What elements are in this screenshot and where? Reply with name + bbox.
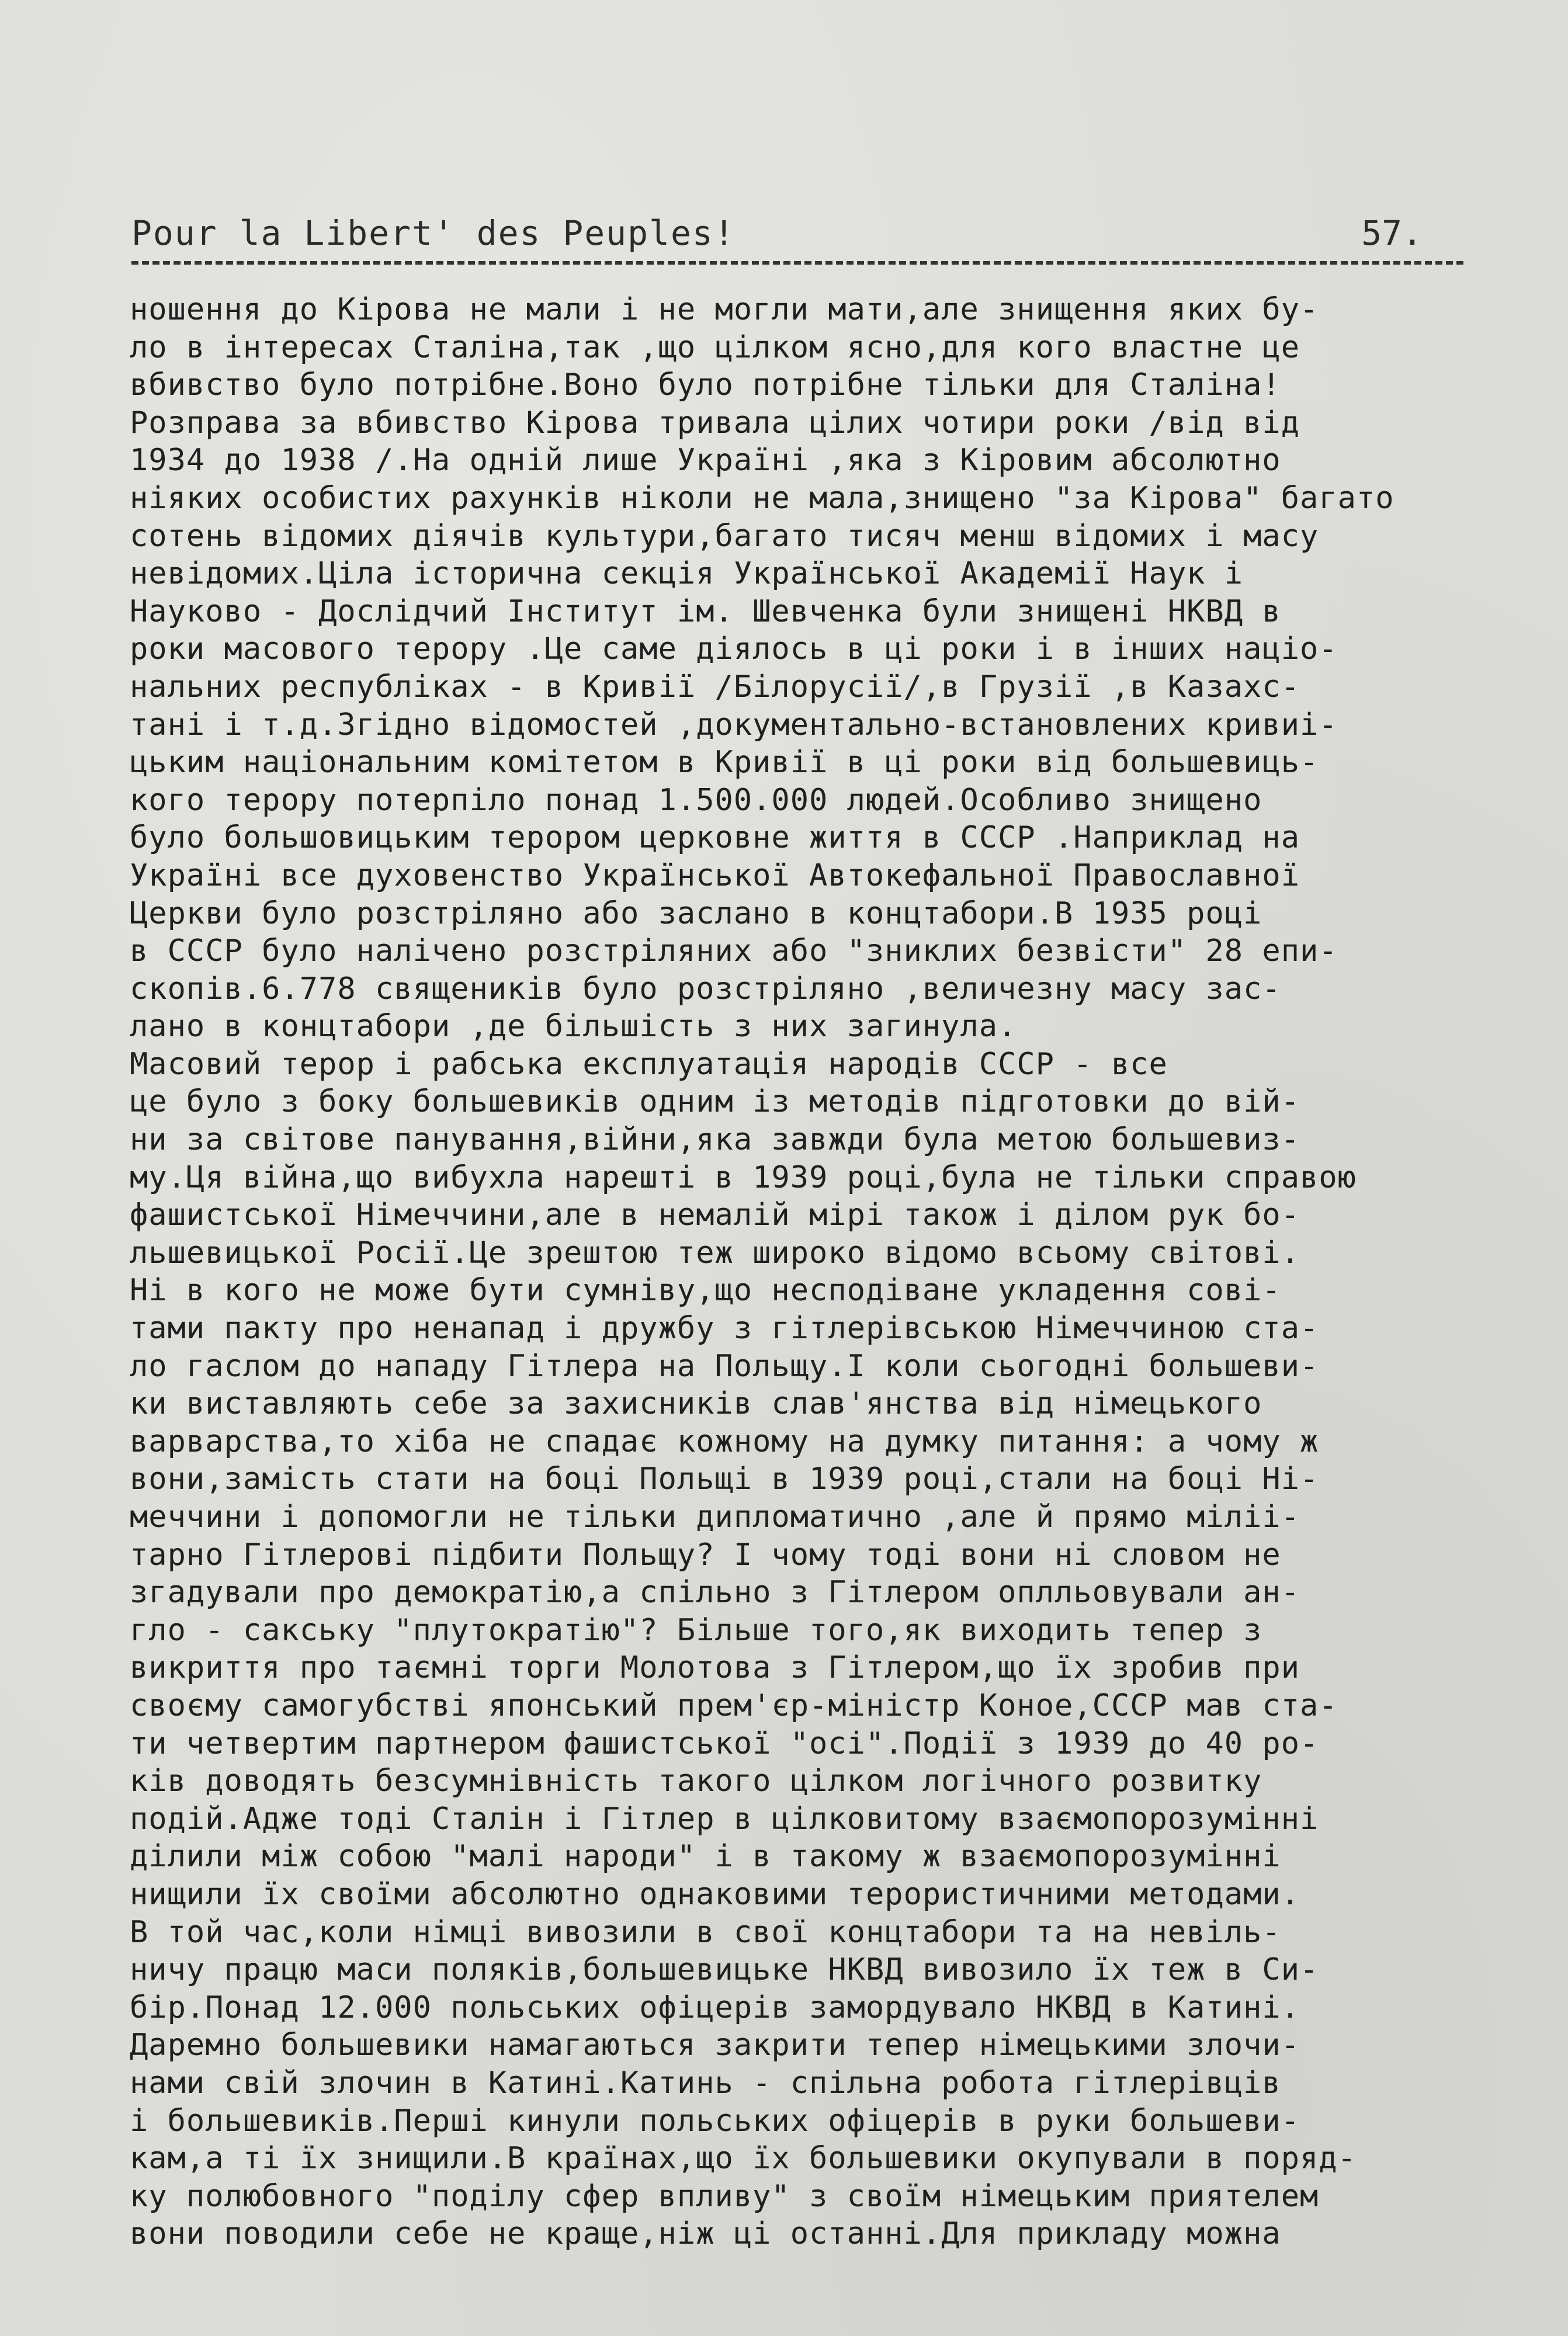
bleed-through-texture: [526, 12, 1461, 204]
text-line: згадували про демократію,а спільно з Гітлером оплльовували ан-: [130, 1575, 1300, 1610]
text-line: тами пакту про ненапад і дружбу з гітлерівською Німеччиною ста-: [130, 1311, 1319, 1346]
text-line: му.Ця війна,що вибухла нарешті в 1939 році,була не тільки справою: [130, 1160, 1357, 1195]
text-line: це було з боку большевиків одним із методів підготовки до вій-: [130, 1084, 1300, 1120]
text-line: Даремно большевики намагаються закрити тепер німецькими злочи-: [130, 2028, 1300, 2063]
text-line: бір.Понад 12.000 польських офіцерів замордувало НКВД в Катині.: [130, 1990, 1300, 2025]
text-line: гло - сакську "плутократію"? Більше того,як виходить тепер з: [130, 1612, 1262, 1648]
text-line: викриття про таємні торги Молотова з Гітлером,що їх зробив при: [130, 1650, 1300, 1686]
text-line: тарно Гітлерові підбити Польщу? І чому тоді вони ні словом не: [130, 1537, 1281, 1573]
text-line: ло в інтересах Сталіна,так ,що цілком ясно,для кого властне це: [130, 329, 1300, 365]
text-line: нами свій злочин в Катині.Катинь - спільна робота гітлерівців: [130, 2065, 1281, 2101]
text-line: невідомих.Ціла історична секція Української Академії Наук і: [130, 556, 1244, 592]
text-line: ділили між собою "малі народи" і в такому ж взаємопорозумінні: [130, 1839, 1281, 1875]
text-line: фашистської Німеччини,але в немалій мірі також і ділом рук бо-: [130, 1197, 1300, 1233]
text-line: ку полюбовного "поділу сфер впливу" з своїм німецьким приятелем: [130, 2178, 1319, 2214]
text-line: ношення до Кірова не мали і не могли мати,але знищення яких бу-: [130, 292, 1319, 327]
text-line: було большовицьким терором церковне життя в СССР .Наприклад на: [130, 820, 1300, 856]
text-line: своєму самогубстві японський прем'єр-міністр Коное,СССР мав ста-: [130, 1688, 1338, 1723]
text-line: Ні в кого не може бути сумніву,що несподіване укладення сові-: [130, 1273, 1281, 1308]
text-line: нальних республіках - в Кривії /Білорусії/,в Грузії ,в Казахс-: [130, 669, 1300, 704]
page-number: 57.: [1361, 213, 1423, 253]
text-line: кам,а ті їх знищили.В країнах,що їх большевики окупували в поряд-: [130, 2141, 1357, 2177]
text-line: ничу працю маси поляків,большевицьке НКВД вивозило їх теж в Си-: [130, 1952, 1319, 1988]
text-line: подій.Адже тоді Сталін і Гітлер в цілковитому взаємопорозумінні: [130, 1801, 1319, 1837]
text-line: і большевиків.Перші кинули польських офіцерів в руки большеви-: [130, 2103, 1300, 2139]
text-line: ніяких особистих рахунків ніколи не мала,знищено "за Кірова" багато: [130, 480, 1394, 516]
text-line: лано в концтабори ,де більшість з них загинула.: [130, 1009, 1017, 1044]
body-text: [130, 291, 1462, 2253]
text-line: льшевицької Росії.Це зрештою теж широко відомо всьому світові.: [130, 1235, 1300, 1271]
text-line: Церкви було розстріляно або заслано в концтабори.В 1935 році: [130, 895, 1262, 931]
text-line: меччини і допомогли не тільки дипломатично ,але й прямо міліі-: [130, 1500, 1300, 1535]
text-line: вбивство було потрібне.Воно було потрібне тільки для Сталіна!: [130, 367, 1281, 403]
text-line: Науково - Дослідчий Інститут ім. Шевченка були знищені НКВД в: [130, 593, 1281, 629]
text-line: в СССР було налічено розстріляних або "зниклих безвісти" 28 епи-: [130, 933, 1338, 969]
text-line: вони,замість стати на боці Польщі в 1939 році,стали на боці Ні-: [130, 1462, 1319, 1497]
text-line: вони поводили себе не краще,ніж ці останні.Для прикладу можна: [130, 2216, 1281, 2252]
text-line: сотень відомих діячів культури,багато тисяч менш відомих і масу: [130, 518, 1319, 554]
text-line: кого терору потерпіло понад 1.500.000 людей.Особливо знищено: [130, 782, 1262, 818]
text-line: ти четвертим партнером фашистської "осі".Події з 1939 до 40 ро-: [130, 1726, 1319, 1761]
header-dashed-rule: [131, 261, 1463, 265]
text-line: Україні все духовенство Української Автокефальної Православної: [130, 858, 1300, 893]
text-line: цьким національним комітетом в Кривії в ці роки від большевиць-: [130, 745, 1319, 780]
text-line: В той час,коли німці вивозили в свої концтабори та на невіль-: [130, 1914, 1281, 1950]
page-header: [131, 213, 1463, 277]
header-title: Pour la Libert' des Peuples!: [131, 213, 736, 253]
text-line: Розправа за вбивство Кірова тривала цілих чотири роки /від від: [130, 405, 1300, 440]
text-line: 1934 до 1938 /.На одній лише Україні ,яка з Кіровим абсолютно: [130, 443, 1281, 478]
text-line: варварства,то хіба не спадає кожному на думку питання: а чому ж: [130, 1424, 1319, 1459]
text-line: ни за світове панування,війни,яка завжди була метою большевиз-: [130, 1122, 1300, 1158]
text-line: ло гаслом до нападу Гітлера на Польщу.І коли сьогодні большеви-: [130, 1348, 1319, 1384]
text-line: роки масового терору .Це саме діялось в ці роки і в інших націо-: [130, 631, 1338, 667]
text-line: ки виставляють себе за захисників слав'янства від німецького: [130, 1386, 1262, 1422]
text-line: нищили їх своїми абсолютно однаковими терористичними методами.: [130, 1876, 1300, 1912]
text-line: Масовий терор і рабська експлуатація народів СССР - все: [130, 1046, 1168, 1082]
text-line: скопів.6.778 священиків було розстріляно ,величезну масу зас-: [130, 971, 1281, 1006]
text-line: ків доводять безсумнівність такого цілком логічного розвитку: [130, 1764, 1262, 1799]
text-line: тані і т.д.Згідно відомостей ,документально-встановлених кривиі-: [130, 707, 1338, 742]
